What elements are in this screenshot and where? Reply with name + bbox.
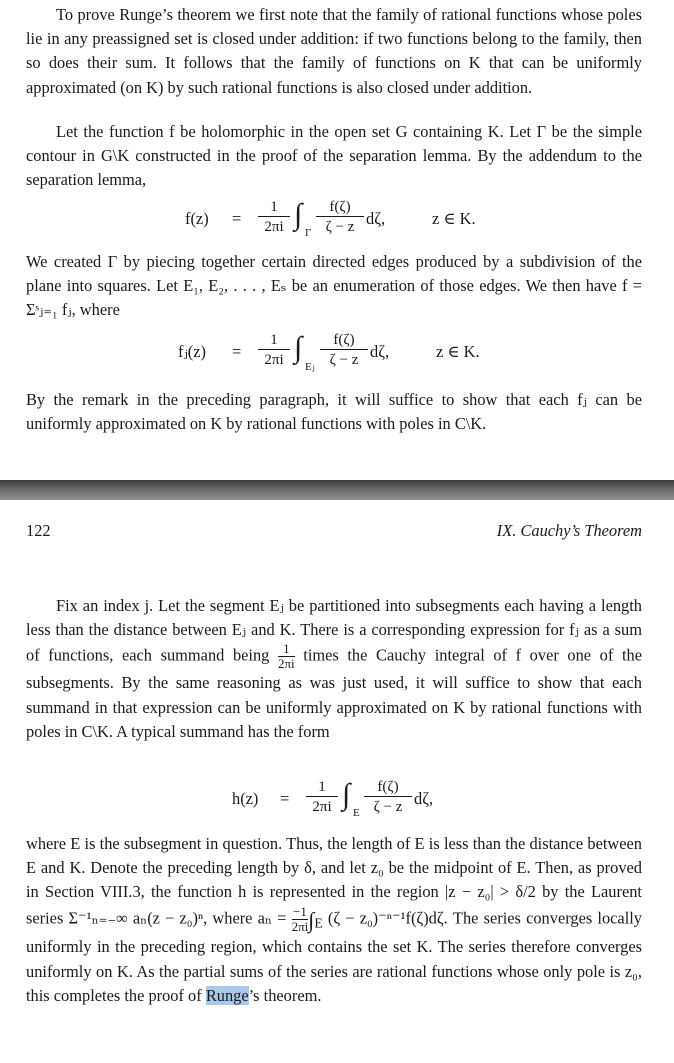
eq3-fraction: [306, 778, 338, 816]
eq3-equals: =: [280, 789, 290, 808]
page-separator: [0, 480, 674, 500]
eq3-integral-sign: ∫: [342, 778, 351, 811]
equation-cauchy-formula: [0, 195, 674, 245]
eq3-differential: dζ,: [414, 789, 434, 808]
eq3-frac-den: 2πi: [306, 796, 338, 816]
paragraph-fix-index: [26, 594, 642, 744]
eq2-integrand: [320, 331, 368, 369]
para6-fraction: [292, 905, 309, 934]
para5-frac-den: 2πi: [277, 656, 295, 672]
eq2-integral-sign: ∫: [294, 331, 303, 364]
eq1-frac-den: 2πi: [258, 216, 290, 236]
eq2-condition: z ∈ K.: [436, 342, 480, 361]
paragraph-contour-edges: We created Γ by piecing together certain directed edges produced by a subdivision of the plane into squares. Let E₁, E₂, . . . , Eₛ be an enumeration of those edges. We then have f = Σˢⱼ₌₁ fⱼ, where: [26, 252, 642, 320]
para6-frac-den: 2πi: [291, 918, 309, 934]
eq3-lhs: h(z): [232, 789, 259, 808]
eq2-integrand-num: f(ζ): [333, 332, 355, 348]
chapter-title: IX. Cauchy’s Theorem: [496, 521, 642, 540]
eq2-contour: Eⱼ: [305, 361, 315, 373]
upper-page: [0, 0, 674, 480]
para6-text-b: (ζ − z₀)⁻ⁿ⁻¹f(ζ)dζ. The series converges locally uniformly in the preceding region, which contains the set K. The series therefore converges uniformly on K. As the partial sums of the series are rational functions whose only pole is z₀, this completes the proof of: [26, 907, 643, 1005]
eq1-equals: =: [232, 209, 242, 228]
para5-text-b: times the Cauchy integral of f over one of the subsegments. By the same reasoning as was just used, it will suffice to show that each summand in that expression can be uniformly approximated on K by rational functions with poles in C\K. A typical summand has the form: [26, 645, 642, 741]
eq1-integrand-den: ζ − z: [316, 216, 364, 236]
highlighted-word-runge[interactable]: Runge: [205, 985, 249, 1005]
eq1-lhs: f(z): [185, 209, 209, 228]
eq1-condition: z ∈ K.: [432, 209, 476, 228]
eq3-integrand-num: f(ζ): [377, 779, 399, 795]
eq2-frac-num: 1: [270, 332, 278, 348]
eq1-integrand: [316, 198, 364, 236]
paragraph-runge-intro: To prove Runge’s theorem we first note that the family of rational functions whose poles lie in any preassigned set is closed under addition: if two functions belong to the family, then so does their sum. It follows that the family of functions on K that can be uniformly approximated (on K) by such rational functions is also closed under addition.: [26, 5, 642, 97]
para6-frac-num: −1: [293, 903, 307, 919]
equation-edge-integral: [0, 328, 674, 378]
para5-frac-num: 1: [283, 641, 290, 657]
para5-fraction: [278, 642, 295, 671]
eq1-fraction: [258, 198, 290, 236]
eq2-differential: dζ,: [370, 342, 390, 361]
eq1-integral-sign: ∫: [294, 198, 303, 231]
eq1-contour: Γ: [305, 227, 312, 239]
paragraph-remark: By the remark in the preceding paragraph, it will suffice to show that each fⱼ can be uniformly approximated on K by rational functions with poles in C\K.: [26, 390, 642, 434]
eq2-equals: =: [232, 342, 242, 361]
eq3-contour: E: [353, 807, 360, 819]
eq1-frac-num: 1: [270, 199, 278, 215]
eq3-integrand: [364, 778, 412, 816]
paragraph-laurent-series: [26, 832, 642, 1008]
para6-text-end: ’s theorem.: [248, 985, 322, 1005]
paragraph-holomorphic-f: Let the function f be holomorphic in the open set G containing K. Let Γ be the simple contour in G\K constructed in the proof of the separation lemma. By the addendum to the separation lemma,: [26, 122, 642, 190]
equation-typical-summand: [0, 775, 674, 825]
eq1-differential: dζ,: [366, 209, 386, 228]
para6-contour: E: [314, 915, 323, 931]
para6-text-a: where E is the subsegment in question. Thus, the length of E is less than the distance between E and K. Denote the preceding length by δ, and let z₀ be the midpoint of E. Then, as proved in Section VIII.3, the function h is represented in the region |z − z₀| > δ/2 by the Laurent series Σ⁻¹ₙ₌₋∞ aₙ(z − z₀)ⁿ, where aₙ =: [26, 834, 642, 927]
eq3-integrand-den: ζ − z: [364, 796, 412, 816]
running-header: [26, 519, 642, 543]
page-number: 122: [26, 521, 51, 540]
eq2-lhs: fⱼ(z): [178, 342, 206, 361]
para5-text-a: Fix an index j. Let the segment Eⱼ be partitioned into subsegments each having a length less than the distance between Eⱼ and K. There is a corresponding expression for fⱼ as a sum of functions, each summand being: [26, 596, 642, 665]
eq1-integrand-num: f(ζ): [329, 199, 351, 215]
eq2-fraction: [258, 331, 290, 369]
eq2-integrand-den: ζ − z: [320, 349, 368, 369]
para6-integral-sign: ∫: [308, 906, 315, 932]
eq2-frac-den: 2πi: [258, 349, 290, 369]
eq3-frac-num: 1: [318, 779, 326, 795]
